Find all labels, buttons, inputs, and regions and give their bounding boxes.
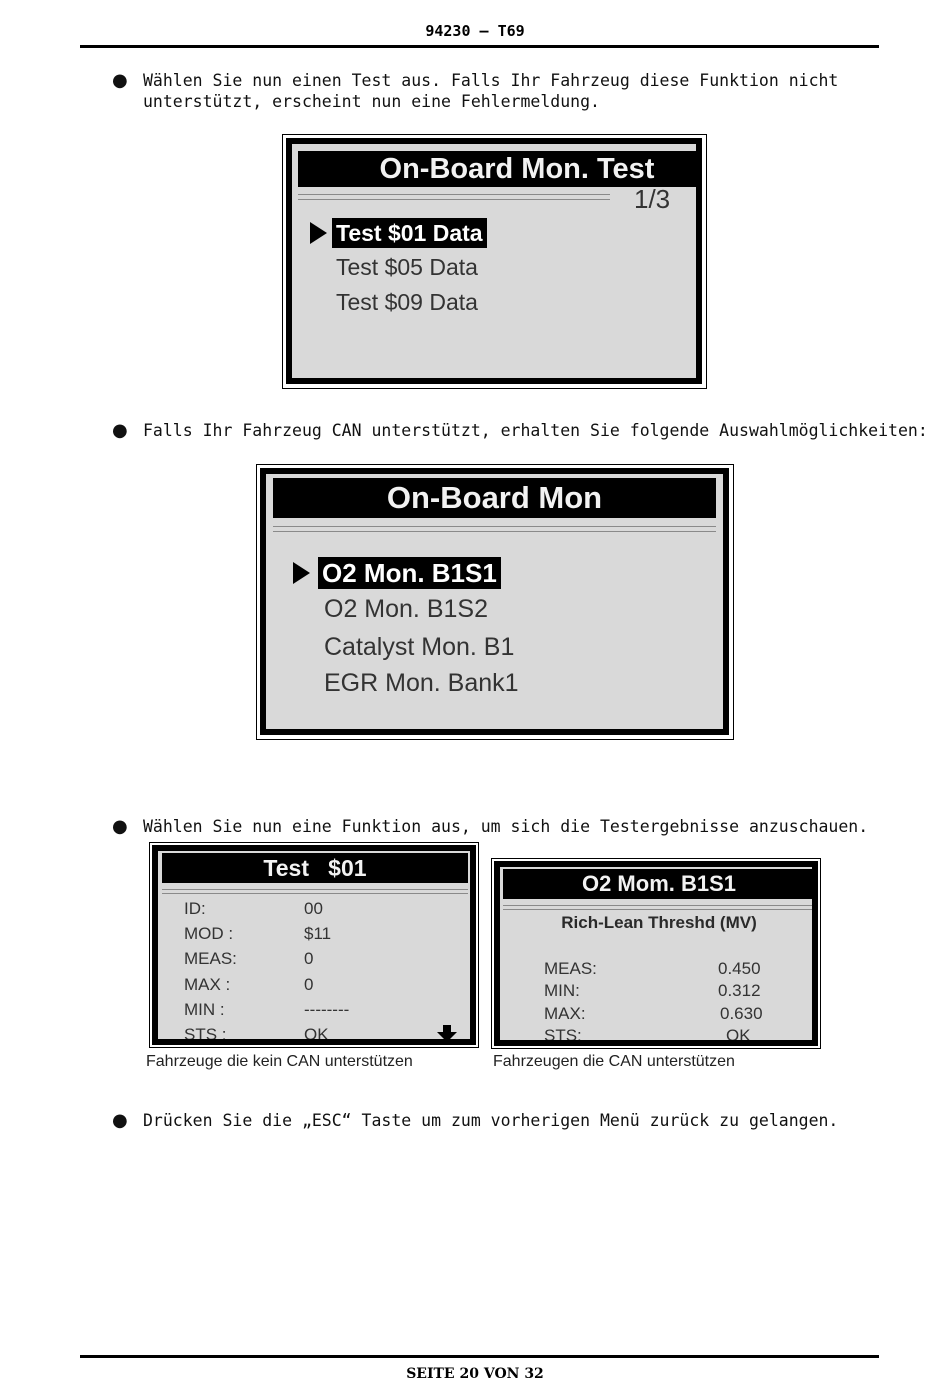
page-footer: SEITE 20 VON 32: [406, 1366, 544, 1382]
screen3-label-min: MIN :: [184, 1000, 225, 1019]
page-header: 94230 – T69: [425, 22, 525, 40]
screen1-divider: [298, 194, 610, 200]
screen2-selection-cursor-icon: [293, 562, 310, 584]
paragraph-3: Wählen Sie nun eine Funktion aus, um sich die Testergebnisse anzuschauen.: [143, 817, 869, 836]
bullet-3: ●: [112, 816, 128, 837]
paragraph-4: Drücken Sie die „ESC“ Taste um zum vorherigen Menü zurück zu gelangen.: [143, 1111, 839, 1130]
screen3-label-mod: MOD :: [184, 924, 234, 943]
screen4-label-sts: STS:: [544, 1026, 582, 1045]
screen1-item-2[interactable]: Test $05 Data: [336, 254, 478, 280]
screen3-label-max: MAX :: [184, 975, 231, 994]
screen4-value-max: 0.630: [720, 1004, 763, 1023]
bullet-4: ●: [112, 1110, 128, 1131]
screen3-label-id: ID:: [184, 899, 206, 918]
screen3-value-max: 0: [304, 975, 314, 994]
screen3-divider: [162, 889, 468, 894]
screen1-title: On-Board Mon. Test: [298, 151, 696, 187]
screen4-value-min: 0.312: [718, 981, 761, 1000]
screen2-item-2[interactable]: O2 Mon. B1S2: [324, 595, 488, 623]
bullet-1: ●: [112, 70, 128, 91]
screen-o2-mon-b1s1: [491, 858, 821, 1049]
screen2-item-3[interactable]: Catalyst Mon. B1: [324, 633, 515, 661]
screen4-value-meas: 0.450: [718, 959, 761, 978]
screen4-subtitle: Rich-Lean Threshd (MV): [561, 913, 757, 932]
paragraph-2: Falls Ihr Fahrzeug CAN unterstützt, erhalten Sie folgende Auswahlmöglichkeiten:: [143, 421, 928, 440]
screen4-value-sts: OK: [726, 1026, 751, 1045]
screen3-value-min: --------: [304, 1000, 350, 1019]
screen3-label-sts: STS :: [184, 1025, 227, 1044]
screen4-caption: Fahrzeugen die CAN unterstützen: [493, 1053, 735, 1070]
screen-onboard-mon-test: [282, 134, 707, 389]
screen1-page-indicator: 1/3: [634, 184, 671, 214]
screen1-item-3[interactable]: Test $09 Data: [336, 289, 478, 315]
screen2-item-4[interactable]: EGR Mon. Bank1: [324, 669, 519, 697]
screen2-item-1[interactable]: O2 Mon. B1S1: [318, 557, 501, 589]
screen3-value-sts: OK: [304, 1025, 329, 1044]
screen3-value-mod: $11: [304, 924, 332, 943]
screen2-divider: [273, 526, 716, 532]
screen3-caption: Fahrzeuge die kein CAN unterstützen: [146, 1053, 413, 1070]
screen3-title: Test $01: [162, 853, 468, 883]
screen-onboard-mon: [256, 464, 734, 740]
paragraph-1-line-1: Wählen Sie nun einen Test aus. Falls Ihr Fahrzeug diese Funktion nicht: [143, 71, 839, 90]
screen4-label-max: MAX:: [544, 1004, 586, 1023]
screen1-selection-cursor-icon: [310, 222, 327, 244]
screen3-value-id: 00: [304, 899, 323, 918]
screen4-label-meas: MEAS:: [544, 959, 597, 978]
bullet-2: ●: [112, 420, 128, 441]
screen4-title: O2 Mom. B1S1: [503, 869, 815, 899]
screen3-value-meas: 0: [304, 949, 314, 968]
screen4-divider: [503, 905, 815, 910]
footer-rule: [80, 1355, 879, 1358]
screen1-item-1[interactable]: Test $01 Data: [332, 218, 487, 248]
paragraph-1-line-2: unterstützt, erscheint nun eine Fehlermeldung.: [143, 92, 600, 111]
screen3-label-meas: MEAS:: [184, 949, 237, 968]
screen2-title: On-Board Mon: [273, 478, 716, 518]
scroll-down-arrow-icon[interactable]: [436, 1025, 458, 1043]
screen-test-01: [149, 842, 479, 1048]
screen4-label-min: MIN:: [544, 981, 580, 1000]
header-rule: [80, 45, 879, 48]
